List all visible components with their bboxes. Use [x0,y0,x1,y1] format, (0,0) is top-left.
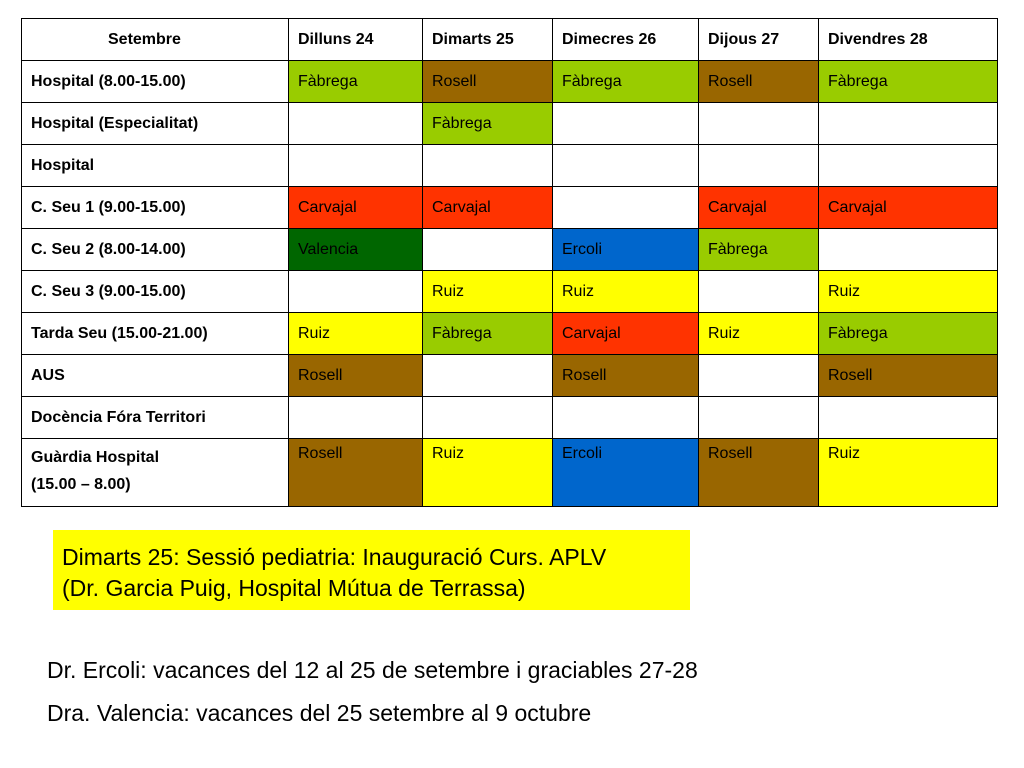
schedule-cell: Fàbrega [553,61,699,103]
schedule-cell: Valencia [289,229,423,271]
row-label [22,103,289,145]
schedule-cell: Ruiz [819,271,998,313]
schedule-cell [699,271,819,313]
row-label-text: (15.00 – 8.00) [31,476,131,493]
row-label-text: C. Seu 2 (8.00-14.00) [31,240,186,258]
schedule-cell [553,397,699,439]
schedule-cell: Rosell [289,439,423,507]
schedule-cell: Ruiz [423,439,553,507]
row-label [22,439,289,507]
schedule-cell: Ruiz [553,271,699,313]
schedule-cell: Carvajal [553,313,699,355]
schedule-cell: Ruiz [289,313,423,355]
table-row [22,187,998,229]
schedule-cell [699,103,819,145]
vacation-note-valencia: Dra. Valencia: vacances del 25 setembre al 9 octubre [47,700,592,726]
vacation-note-ercoli: Dr. Ercoli: vacances del 12 al 25 de setembre i graciables 27-28 [47,657,698,683]
table-row [22,229,998,271]
row-label [22,397,289,439]
table-header-row [22,19,998,61]
schedule-cell [819,397,998,439]
table-row [22,355,998,397]
schedule-cell [819,229,998,271]
schedule-cell [819,145,998,187]
schedule-cell [699,397,819,439]
table-row [22,145,998,187]
header-day-thursday: Dijous 27 [699,19,819,61]
schedule-cell: Ruiz [699,313,819,355]
schedule-cell [423,145,553,187]
schedule-cell [553,145,699,187]
schedule-table [21,18,998,507]
schedule-cell [819,103,998,145]
row-label-text: Docència Fóra Territori [31,408,206,426]
schedule-cell: Fàbrega [423,103,553,145]
row-label-text: Hospital [31,156,95,174]
header-day-tuesday: Dimarts 25 [423,19,553,61]
schedule-cell: Fàbrega [819,313,998,355]
schedule-cell [289,103,423,145]
row-label [22,313,289,355]
schedule-cell: Rosell [423,61,553,103]
schedule-cell: Carvajal [699,187,819,229]
row-label-text: Tarda Seu (15.00-21.00) [31,324,208,342]
schedule-cell [553,103,699,145]
row-label [22,145,289,187]
header-day-friday: Divendres 28 [819,19,998,61]
table-row [22,271,998,313]
table-row [22,439,998,507]
table-row [22,397,998,439]
row-label-text: Hospital (8.00-15.00) [31,72,186,90]
session-note-line-2: (Dr. Garcia Puig, Hospital Mútua de Terrassa) [62,575,526,601]
schedule-cell [553,187,699,229]
row-label-text: AUS [31,366,65,384]
schedule-cell: Fàbrega [699,229,819,271]
schedule-cell: Ruiz [423,271,553,313]
schedule-cell: Rosell [289,355,423,397]
row-label-text: Hospital (Especialitat) [31,114,199,132]
row-label-text: C. Seu 1 (9.00-15.00) [31,198,186,216]
row-label-text: C. Seu 3 (9.00-15.00) [31,282,186,300]
schedule-cell: Carvajal [819,187,998,229]
schedule-cell [423,397,553,439]
schedule-cell: Rosell [699,61,819,103]
schedule-cell: Carvajal [289,187,423,229]
session-note-line-1: Dimarts 25: Sessió pediatria: Inauguració Curs. APLV [62,544,607,570]
table-row [22,61,998,103]
schedule-cell [289,145,423,187]
schedule-cell: Fàbrega [819,61,998,103]
row-label-text: Guàrdia Hospital [31,449,160,466]
schedule-cell [289,271,423,313]
row-label [22,187,289,229]
header-day-wednesday: Dimecres 26 [553,19,699,61]
session-note-box [53,530,690,610]
schedule-cell: Rosell [699,439,819,507]
schedule-cell [423,229,553,271]
schedule-body [22,61,998,507]
row-label [22,229,289,271]
schedule-cell: Carvajal [423,187,553,229]
schedule-cell: Ruiz [819,439,998,507]
schedule-cell: Fàbrega [289,61,423,103]
schedule-cell [699,145,819,187]
schedule-cell: Rosell [819,355,998,397]
schedule-cell: Fàbrega [423,313,553,355]
schedule-cell: Ercoli [553,229,699,271]
header-day-monday: Dilluns 24 [289,19,423,61]
schedule-cell: Rosell [553,355,699,397]
table-row [22,313,998,355]
row-label [22,61,289,103]
schedule-cell [699,355,819,397]
row-label [22,355,289,397]
table-row [22,103,998,145]
schedule-cell [423,355,553,397]
row-label [22,271,289,313]
schedule-cell [289,397,423,439]
schedule-cell: Ercoli [553,439,699,507]
header-month: Setembre [22,19,289,61]
